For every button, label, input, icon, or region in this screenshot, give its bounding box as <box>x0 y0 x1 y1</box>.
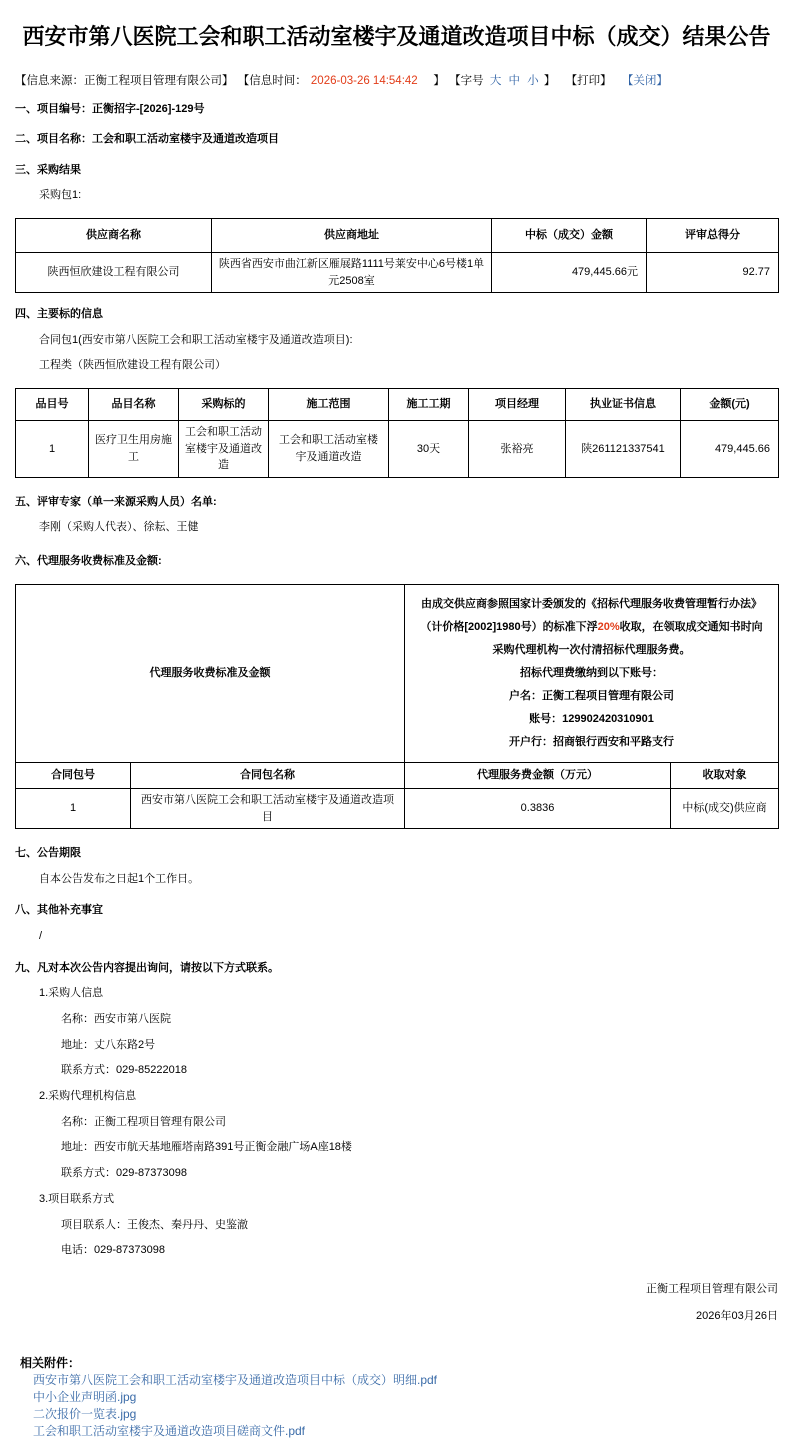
other-matters-content: / <box>39 930 43 943</box>
subject-detail-table <box>15 388 779 478</box>
contract-package-line: 合同包1(西安市第八医院工会和职工活动室楼宇及通道改造项目): <box>39 333 353 346</box>
cell-project-manager: 张裕亮 <box>469 421 566 478</box>
cell-procurement-target: 工会和职工活动室楼宇及通道改造 <box>179 421 269 478</box>
col-agency-fee-amount: 代理服务费金额（万元） <box>405 763 671 789</box>
agency-fee-standard-row <box>16 584 779 763</box>
agency-phone: 联系方式：029-87373098 <box>61 1167 187 1180</box>
col-contract-package-no: 合同包号 <box>16 763 131 789</box>
close-button[interactable]: 【关闭】 <box>621 74 668 87</box>
supplier-table-row <box>16 253 779 293</box>
col-supplier-address: 供应商地址 <box>212 219 492 253</box>
page-title: 西安市第八医院工会和职工活动室楼宇及通道改造项目中标（成交）结果公告 <box>22 24 771 49</box>
col-construction-period: 施工工期 <box>389 389 469 421</box>
cell-agency-fee-amount: 0.3836 <box>405 789 671 829</box>
section-contact-heading: 九、凡对本次公告内容提出询问，请按以下方式联系。 <box>15 961 279 974</box>
cell-item-no: 1 <box>16 421 89 478</box>
cell-contract-package-no: 1 <box>16 789 131 829</box>
project-contacts: 项目联系人：王俊杰、秦丹丹、史鉴澈 <box>61 1218 248 1231</box>
fee-desc-percentage: 20% <box>597 620 620 633</box>
cell-supplier-address: 陕西省西安市曲江新区雁展路1111号莱安中心6号楼1单元2508室 <box>212 253 492 293</box>
col-award-amount: 中标（成交）金额 <box>492 219 647 253</box>
agency-fee-data-row <box>16 789 779 829</box>
col-item-no: 品目号 <box>16 389 89 421</box>
purchaser-phone: 联系方式：029-85222018 <box>61 1064 187 1077</box>
cell-item-name: 医疗卫生用房施工 <box>89 421 179 478</box>
print-button[interactable]: 【打印】 <box>565 74 612 87</box>
purchaser-info-title: 1.采购人信息 <box>39 987 104 1000</box>
attachments-heading: 相关附件： <box>20 1355 81 1370</box>
section-experts-heading: 五、评审专家（单一来源采购人员）名单: <box>15 495 217 508</box>
cell-contract-package-name: 西安市第八医院工会和职工活动室楼宇及通道改造项目 <box>131 789 405 829</box>
subject-table-row <box>16 421 779 478</box>
info-time-end: 】 <box>421 74 445 87</box>
procurement-package-label: 采购包1: <box>39 189 82 202</box>
section-notice-period-heading: 七、公告期限 <box>15 847 81 860</box>
font-size-medium-button[interactable]: 中 <box>508 74 521 87</box>
cell-fee-payer: 中标(成交)供应商 <box>671 789 779 829</box>
agency-fee-header-row <box>16 763 779 789</box>
signature-company: 正衡工程项目管理有限公司 <box>646 1282 778 1295</box>
info-source: 【信息来源：正衡工程项目管理有限公司】 <box>15 74 234 87</box>
section-project-number: 一、项目编号：正衡招字-[2026]-129号 <box>15 102 205 115</box>
supplier-table-header-row <box>16 219 779 253</box>
cell-review-score: 92.77 <box>647 253 779 293</box>
col-license-info: 执业证书信息 <box>566 389 681 421</box>
font-size-small-button[interactable]: 小 <box>527 74 539 87</box>
section-project-name: 二、项目名称：工会和职工活动室楼宇及通道改造项目 <box>15 133 279 146</box>
fontsize-end: 】 <box>543 74 556 87</box>
fee-account-number: 账号：129902420310901 <box>529 712 654 725</box>
fee-account-name: 户名：正衡工程项目管理有限公司 <box>509 689 674 702</box>
cell-award-amount: 479,445.66元 <box>492 253 647 293</box>
fee-desc-post: 收取，在领取成交通知书时向采购代理机构一次付清招标代理服务费。 <box>492 620 763 656</box>
fee-standard-description <box>405 584 779 763</box>
fee-standard-label: 代理服务收费标准及金额 <box>16 584 405 763</box>
col-supplier-name: 供应商名称 <box>16 219 212 253</box>
cell-construction-scope: 工会和职工活动室楼宇及通道改造 <box>269 421 389 478</box>
attachment-link-second-quotation-list-jpg[interactable]: 二次报价一览表.jpg <box>33 1406 137 1421</box>
info-time-label: 【信息时间： <box>237 74 307 87</box>
purchaser-name: 名称：西安市第八医院 <box>61 1013 171 1025</box>
project-phone: 电话：029-87373098 <box>61 1244 165 1257</box>
col-project-manager: 项目经理 <box>469 389 566 421</box>
section-procurement-result-heading: 三、采购结果 <box>15 163 81 176</box>
fee-account-intro: 招标代理费缴纳到以下账号： <box>520 666 663 679</box>
section-main-subject-heading: 四、主要标的信息 <box>15 308 103 321</box>
supplier-result-table <box>15 218 779 293</box>
col-contract-package-name: 合同包名称 <box>131 763 405 789</box>
fontsize-label: 【字号 <box>449 74 484 87</box>
fee-account-bank: 开户行：招商银行西安和平路支行 <box>509 736 674 749</box>
signature-block <box>15 1276 778 1330</box>
notice-period-content: 自本公告发布之日起1个工作日。 <box>39 872 200 885</box>
purchaser-address: 地址：丈八东路2号 <box>61 1038 156 1051</box>
attachment-link-consultation-document-pdf[interactable]: 工会和职工活动室楼宇及通道改造项目磋商文件.pdf <box>33 1423 306 1438</box>
cell-supplier-name: 陕西恒欣建设工程有限公司 <box>16 253 212 293</box>
signature-date: 2026年03月26日 <box>696 1309 778 1322</box>
col-fee-payer: 收取对象 <box>671 763 779 789</box>
cell-amount: 479,445.66 <box>681 421 779 478</box>
agency-info-title: 2.采购代理机构信息 <box>39 1090 137 1103</box>
col-procurement-target: 采购标的 <box>179 389 269 421</box>
cell-construction-period: 30天 <box>389 421 469 478</box>
col-construction-scope: 施工范围 <box>269 389 389 421</box>
agency-address: 地址：西安市航天基地雁塔南路391号正衡金融广场A座18楼 <box>61 1141 352 1154</box>
works-category-line: 工程类（陕西恒欣建设工程有限公司） <box>39 359 226 372</box>
font-size-large-button[interactable]: 大 <box>489 74 502 87</box>
subject-table-header-row <box>16 389 779 421</box>
col-review-score: 评审总得分 <box>647 219 779 253</box>
agency-name: 名称：正衡工程项目管理有限公司 <box>61 1115 226 1128</box>
info-time-value: 2026-03-26 14:54:42 <box>310 74 418 87</box>
fee-desc-paragraph <box>415 593 768 662</box>
attachments-section <box>0 1354 793 1440</box>
fee-desc-pre: 由成交供应商参照国家计委颁发的《招标代理服务收费管理暂行办法》（计价格[2002]1980号）的标准下浮 <box>420 597 762 633</box>
attachment-link-sme-declaration-jpg[interactable]: 中小企业声明函.jpg <box>33 1389 137 1404</box>
section-other-matters-heading: 八、其他补充事宜 <box>15 904 103 917</box>
cell-license-info: 陕261121337541 <box>566 421 681 478</box>
experts-names: 李刚（采购人代表）、徐耘、王健 <box>39 521 199 534</box>
attachment-link-award-detail-pdf[interactable]: 西安市第八医院工会和职工活动室楼宇及通道改造项目中标（成交）明细.pdf <box>33 1372 438 1387</box>
project-contact-title: 3.项目联系方式 <box>39 1192 115 1205</box>
meta-bar <box>15 72 778 88</box>
agency-fee-table <box>15 584 779 830</box>
section-agency-fee-heading: 六、代理服务收费标准及金额: <box>15 554 162 567</box>
col-item-name: 品目名称 <box>89 389 179 421</box>
col-amount: 金额(元) <box>681 389 779 421</box>
